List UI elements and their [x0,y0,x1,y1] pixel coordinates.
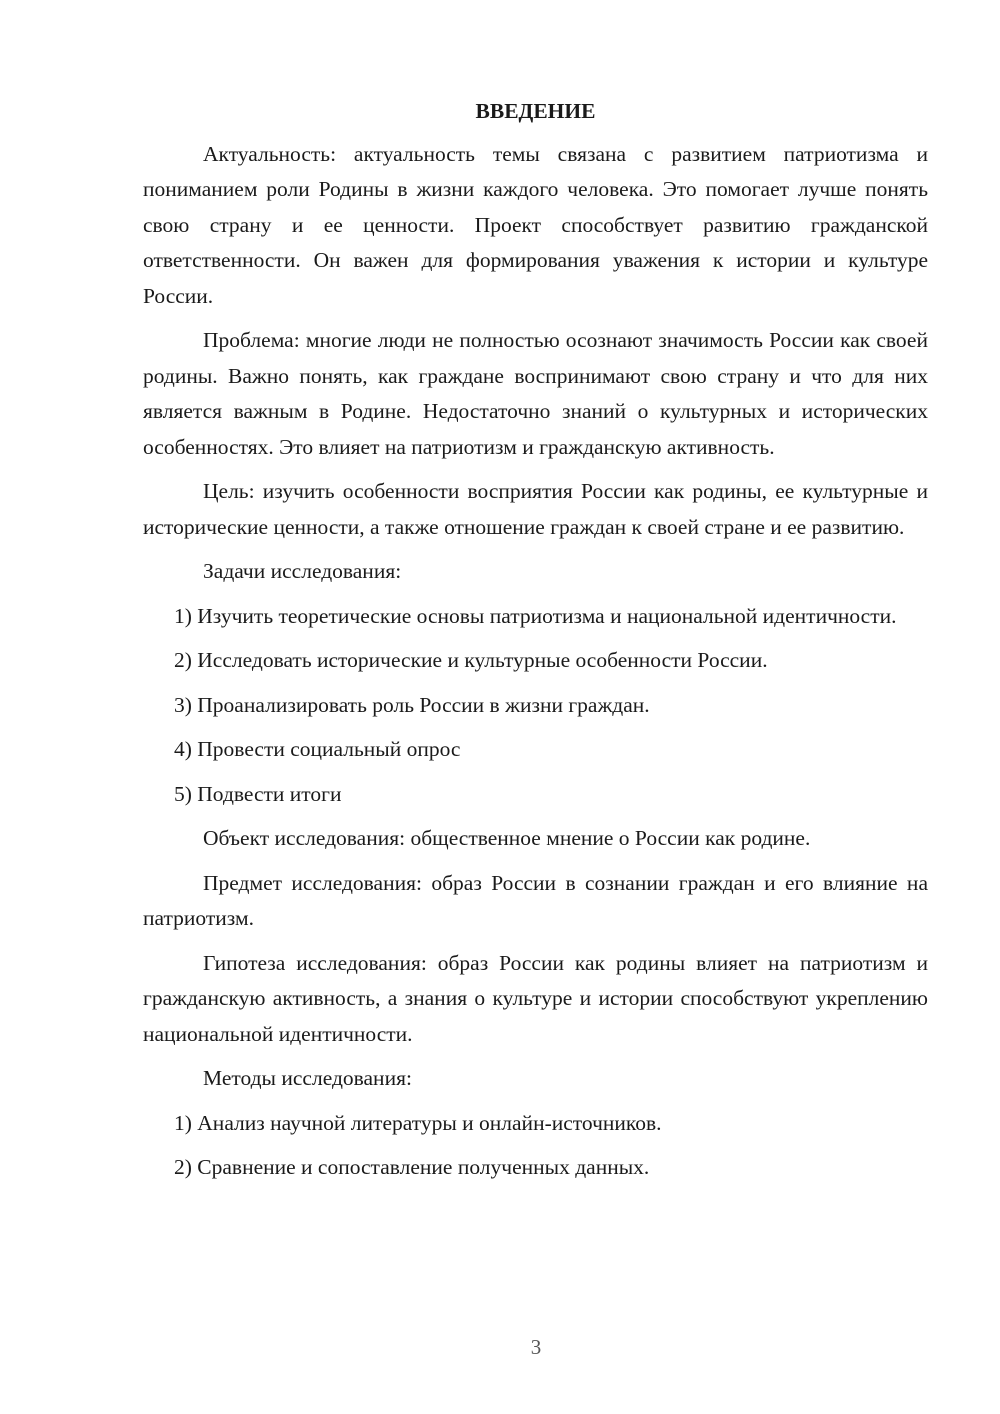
document-body [143,94,928,1195]
task-item-3: 3) Проанализировать роль России в жизни граждан. [174,692,650,717]
method-item-1: 1) Анализ научной литературы и онлайн-источников. [174,1110,662,1135]
section-title: ВВЕДЕНИЕ [475,99,596,123]
paragraph-tasks-heading: Задачи исследования: [203,559,402,583]
paragraph-methods-heading: Методы исследования: [203,1066,412,1090]
page-number: 3 [530,1335,542,1359]
task-item-1: 1) Изучить теоретические основы патриотизма и национальной идентичности. [174,603,897,628]
paragraph-problem: Проблема: многие люди не полностью осознают значимость России как своей родины. Важно понять, как граждане воспринимают свою страну и что для них является важным в Родине. Недостаточно знаний о культурных и исторических особенностях. Это влияет на патриотизм и гражданскую активность. [143,328,928,459]
task-item-4: 4) Провести социальный опрос [174,737,461,761]
paragraph-object: Объект исследования: общественное мнение о России как родине. [203,826,811,850]
paragraph-relevance: Актуальность: актуальность темы связана с развитием патриотизма и пониманием роли Родины в жизни каждого человека. Это помогает лучше понять свою страну и ее ценности. Проект способствует развитию гражданской ответственности. Он важен для формирования уважения к истории и культуре России. [143,141,928,308]
task-item-2: 2) Исследовать исторические и культурные особенности России. [174,648,768,672]
task-item-5: 5) Подвести итоги [174,781,342,806]
method-item-2: 2) Сравнение и сопоставление полученных данных. [174,1155,650,1179]
paragraph-hypothesis: Гипотеза исследования: образ России как родины влияет на патриотизм и гражданскую активность, а знания о культуре и истории способствуют укреплению национальной идентичности. [143,950,928,1046]
paragraph-goal: Цель: изучить особенности восприятия России как родины, ее культурные и исторические ценности, а также отношение граждан к своей стране и ее развитию. [143,479,928,539]
paragraph-subject: Предмет исследования: образ России в сознании граждан и его влияние на патриотизм. [143,870,928,930]
